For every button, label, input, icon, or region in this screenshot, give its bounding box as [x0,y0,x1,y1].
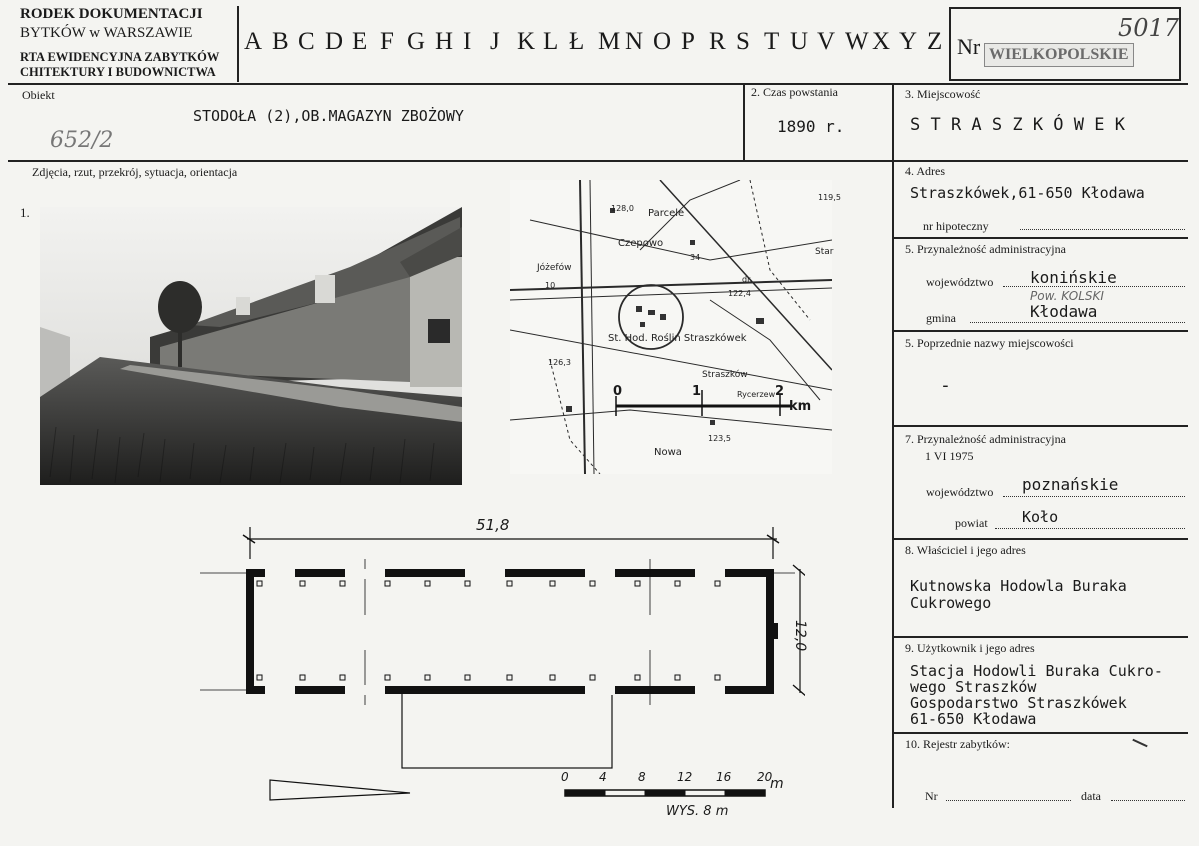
admin1975-voiv-dots [1003,496,1185,497]
map-label: Czepowo [618,238,664,249]
alphabet-letter: X [872,28,891,55]
map-scale-label: 1 [692,384,702,399]
map-label: Star [815,247,834,257]
rule-8 [893,636,1188,638]
time-value: 1890 r. [777,117,845,136]
alphabet-letter: O [653,28,672,55]
divider-time [743,84,745,160]
registry-label: 10. Rejestr zabytków: [905,737,1010,751]
admin-powiat-handwritten: Pow. KOLSKI [1030,289,1104,303]
map-label: 122,4 [728,289,751,298]
user-line-1: Stacja Hodowli Buraka Cukro- [910,662,1163,680]
alphabet-letter: V [817,28,836,55]
alphabet-letter: D [325,28,344,55]
registry-nr-label: Nr [925,789,938,803]
alphabet-letter: J [490,28,500,55]
place-value: S T R A S Z K Ó W E K [910,115,1125,135]
row2-rule [8,160,1188,162]
alphabet-letter: G [407,28,426,55]
alphabet-letter: Y [899,28,918,55]
admin1975-powiat-label: powiat [955,516,988,530]
user-line-4: 61-650 Kłodawa [910,710,1037,728]
map-label: 123,5 [708,434,731,443]
registry-nr-dots [946,800,1071,801]
object-handwritten-number: 652/2 [50,128,114,153]
map-label: 119,5 [818,193,841,202]
alphabet-letter: N [625,28,644,55]
user-label: 9. Użytkownik i jego adres [905,641,1035,655]
previous-names-label: 5. Poprzednie nazwy miejscowości [905,336,1074,350]
admin1975-voiv-label: województwo [926,485,994,499]
alphabet-letter: L [543,28,559,55]
photo-number: 1. [20,205,30,220]
map-label: 10 [545,281,556,290]
registry-tick-mark [1132,739,1147,748]
registry-data-dots [1111,800,1185,801]
alphabet-letter: Z [927,28,943,55]
alphabet-letter: M [598,28,621,55]
admin-voiv-value: konińskie [1030,268,1117,287]
admin1975-label: 7. Przynależność administracyjna [905,432,1066,446]
header-divider [237,6,239,82]
previous-names-value: - [940,375,951,396]
alphabet-letter: T [764,28,780,55]
nr-handwritten: 5017 [1118,14,1180,42]
header-rule [8,83,1188,85]
alphabet-letter: A [244,28,263,55]
map-label: Parcele [648,208,685,219]
map-label: Rycerzew [737,390,776,399]
scale-tick-label: 8 [638,770,646,784]
alphabet-letter: H [435,28,454,55]
card-type: RTA EWIDENCYJNA ZABYTKÓW CHITEKTURY I BUDOWNICTWA [20,50,220,79]
alphabet-letter: I [463,28,472,55]
user-line-2: wego Straszków [910,678,1037,696]
institution-name: RODEK DOKUMENTACJI BYTKÓW w WARSZAWIE [20,6,203,41]
owner-label: 8. Właściciel i jego adres [905,543,1026,557]
rule-9 [893,732,1188,734]
object-value: STODOŁA (2),OB.MAGAZYN ZBOŻOWY [193,107,464,125]
admin1975-date: 1 VI 1975 [925,449,974,463]
location-map [510,180,832,474]
address-label: 4. Adres [905,164,945,178]
rule-6 [893,425,1188,427]
place-label: 3. Miejscowość [905,87,981,101]
scale-tick-label: 16 [716,770,732,784]
photo-barn [40,207,462,485]
scale-tick-label: 12 [677,770,693,784]
rule-5 [893,330,1188,332]
scale-tick-label: 0 [561,770,569,784]
address-value: Straszkówek,61-650 Kłodawa [910,184,1145,202]
alphabet-letter: U [790,28,809,55]
alphabet-letter: B [272,28,289,55]
map-label: dr. [742,275,753,284]
object-label: Obiekt [22,88,55,102]
admin-label: 5. Przynależność administracyjna [905,242,1066,256]
map-scale-label: 2 [775,384,785,399]
admin1975-powiat-value: Koło [1022,508,1059,526]
scale-tick-label: 20 [757,770,773,784]
time-label: 2. Czas powstania [751,85,838,99]
divider-right-column [892,84,894,808]
plan-length: 51,8 [476,516,510,534]
admin-gmina-dots [970,322,1185,323]
alphabet-letter: F [380,28,394,55]
alphabet-letter: R [709,28,726,55]
alphabet-letter: Ł [569,28,585,55]
plan-width: 12,0 [792,620,808,652]
rule-4 [893,237,1188,239]
alphabet-letter: K [517,28,536,55]
admin1975-voiv-value: poznańskie [1022,475,1119,494]
alphabet-letter: S [736,28,750,55]
user-line-3: Gospodarstwo Straszkówek [910,694,1127,712]
map-label: Jóżefów [537,263,572,273]
rule-7 [893,538,1188,540]
mortgage-label: nr hipoteczny [923,219,989,233]
mortgage-dots [1020,229,1185,230]
map-label: Straszków [702,370,748,380]
admin-gmina-value: Kłodawa [1030,302,1098,321]
registry-data-label: data [1081,789,1101,803]
map-label: 126,3 [548,358,571,367]
admin1975-powiat-dots [995,528,1185,529]
nr-label: Nr [957,34,981,59]
alphabet-letter: W [845,28,869,55]
map-scale-label: 0 [613,384,623,399]
scale-tick-label: 4 [599,770,607,784]
photos-label: Zdjęcia, rzut, przekrój, sytuacja, orientacja [32,165,238,179]
admin-gmina-label: gmina [926,311,956,325]
owner-line-2: Cukrowego [910,594,992,612]
plan-scale-unit: m [770,776,784,792]
floor-plan [195,515,805,830]
admin-voiv-label: województwo [926,275,994,289]
plan-height-note: WYS. 8 m [666,804,729,819]
map-label: St. Hod. Roślin Straszkówek [608,333,747,344]
alphabet-letter: E [352,28,368,55]
map-scale-label: km [789,399,812,414]
alphabet-letter: P [681,28,695,55]
map-label: 34 [690,253,701,262]
nr-stamp: WIELKOPOLSKIE [984,43,1134,67]
owner-line-1: Kutnowska Hodowla Buraka [910,577,1127,595]
alphabet-letter: C [298,28,315,55]
map-label: Nowa [654,447,682,458]
map-label: 128,0 [611,204,634,213]
